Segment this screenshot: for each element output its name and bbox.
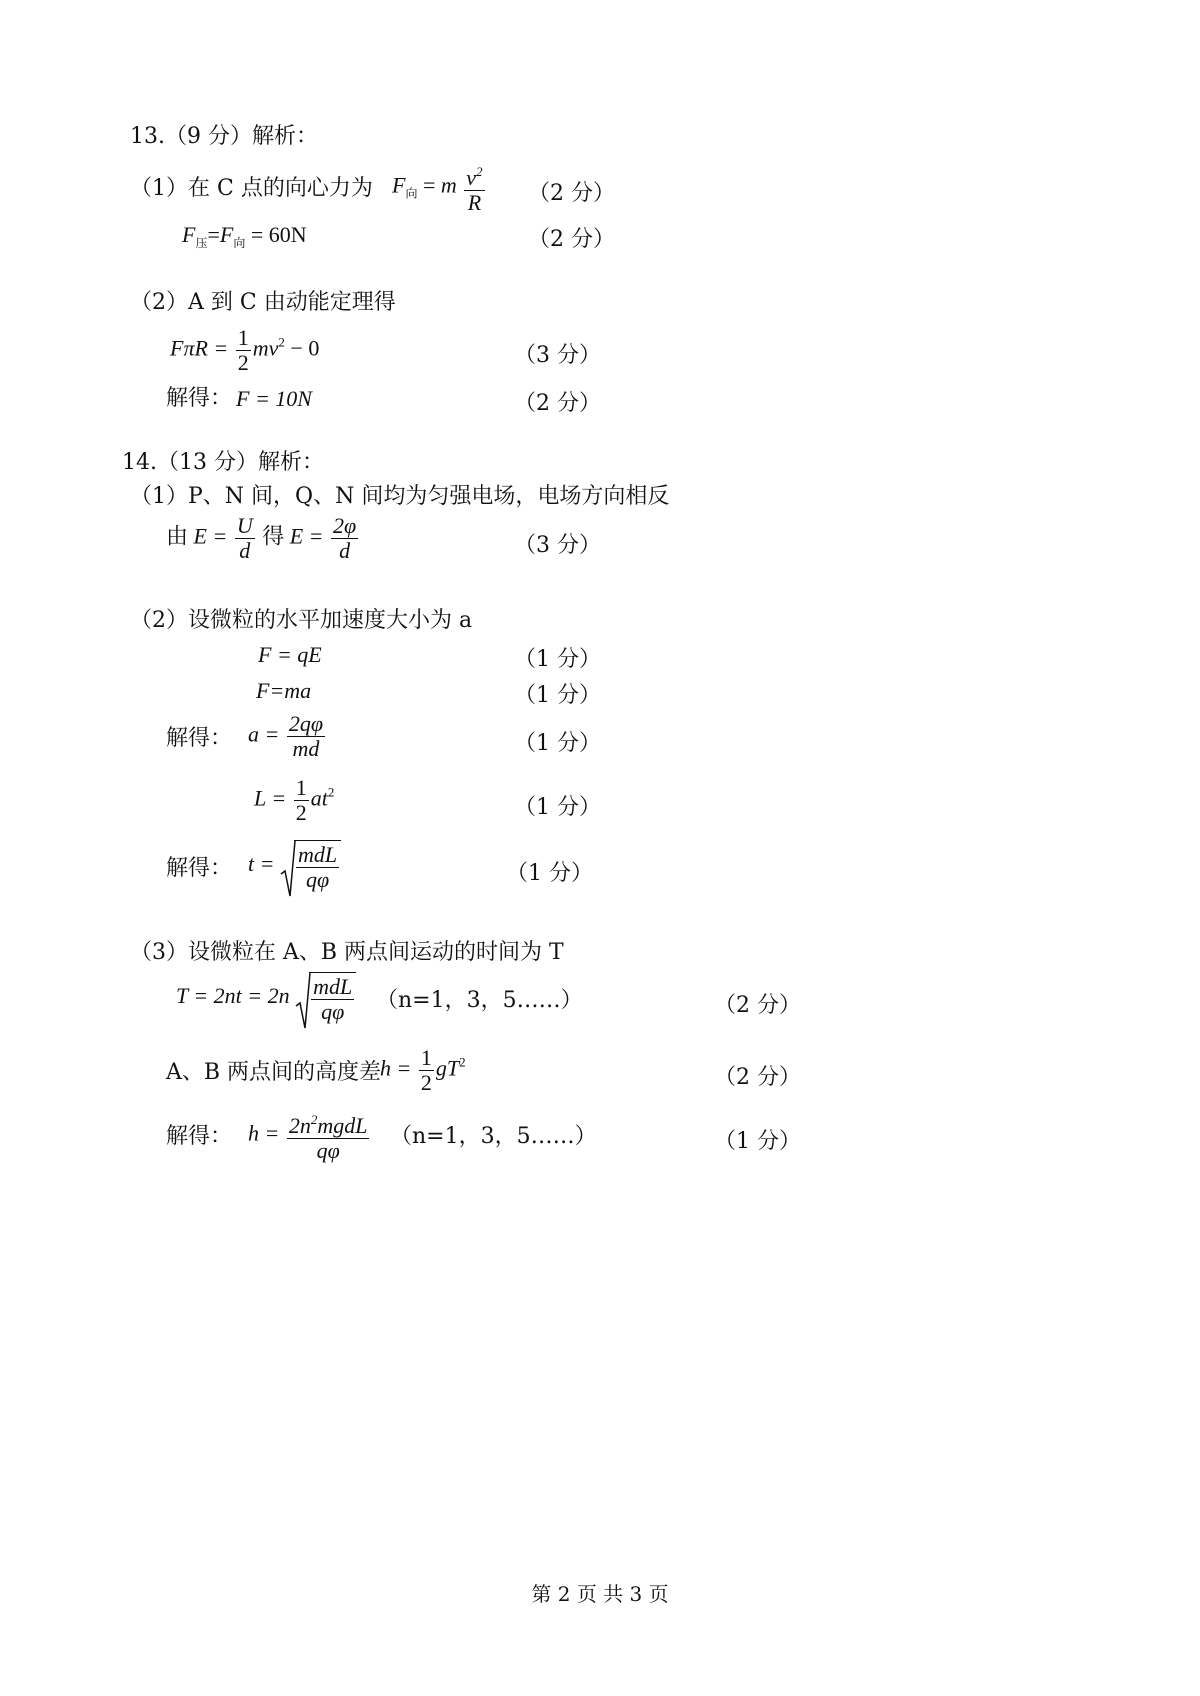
points: （2 分） bbox=[514, 391, 601, 416]
points: （1 分） bbox=[514, 731, 601, 756]
sqrt-sign bbox=[295, 972, 356, 1024]
points: （3 分） bbox=[514, 343, 601, 368]
fraction: $\frac{v^2}{R}$ bbox=[464, 160, 484, 215]
q14-eq3: a = $\frac{2q\varphi}{md}$ bbox=[248, 711, 324, 761]
q14-eq5: t = $\frac{\text{mdL}}{q\varphi}$ bbox=[248, 840, 341, 892]
q13-part2-label: （2）A 到 C 由动能定理得 bbox=[130, 290, 396, 315]
condition: （n=1，3，5……） bbox=[376, 988, 583, 1013]
fraction: $\frac{1}{2}$ bbox=[295, 775, 307, 825]
fraction: $\frac{2\varphi}{d}$ bbox=[333, 513, 357, 563]
q14-header: 14.（13 分）解析： bbox=[122, 450, 324, 475]
q14-part3-label: （3）设微粒在 A、B 两点间运动的时间为 T bbox=[130, 940, 564, 965]
q13-part2-formula: FπR = $\frac{1}{2}$ $mv^2 - 0$ bbox=[170, 325, 320, 375]
solve-label: 解得： bbox=[166, 726, 233, 751]
points: （1 分） bbox=[714, 1129, 801, 1154]
solve-label: 解得： bbox=[166, 1124, 233, 1149]
condition: （n=1，3，5……） bbox=[390, 1124, 597, 1149]
fraction: $\frac{1}{2}$ bbox=[237, 325, 249, 375]
q14-eq6: T = 2nt = 2n $\frac{\text{mdL}}{q\varphi}$ bbox=[176, 972, 356, 1024]
q13-part1-label: （1）在 C 点的向心力为 bbox=[130, 176, 373, 201]
q13-header: 13.（9 分）解析： bbox=[130, 124, 318, 149]
fraction: $\frac{\text{mdL}}{q\varphi}$ bbox=[297, 842, 338, 892]
fraction: $\frac{1}{2}$ bbox=[420, 1045, 432, 1095]
q14-eq1: F = qE bbox=[258, 642, 322, 667]
solve-label: 解得： bbox=[166, 386, 233, 411]
points: （1 分） bbox=[506, 861, 593, 886]
q14-eq2: F=ma bbox=[256, 678, 312, 703]
q13-part2-result: F = 10N bbox=[236, 386, 312, 411]
q14-part2-label: （2）设微粒的水平加速度大小为 a bbox=[130, 608, 473, 633]
points: （1 分） bbox=[514, 795, 601, 820]
sqrt-sign bbox=[280, 840, 341, 892]
q14-eq7: h = $\frac{1}{2}$ $gT^2$ bbox=[380, 1045, 466, 1095]
q13-part1-formula-b: $F_压=F_向 = 60N$ bbox=[182, 222, 307, 250]
fraction: $\frac{2n^2mgdL}{q\varphi}$ bbox=[287, 1108, 370, 1163]
solve-label: 解得： bbox=[166, 856, 233, 881]
q14-part1-label: （1）P、N 间，Q、N 间均为匀强电场，电场方向相反 bbox=[130, 484, 670, 509]
points: （2 分） bbox=[714, 993, 801, 1018]
points: （2 分） bbox=[528, 181, 615, 206]
fraction: $\frac{\text{mdL}}{q\varphi}$ bbox=[313, 974, 353, 1024]
points: （1 分） bbox=[514, 647, 601, 672]
q14-part1-formula: 由 E = $\frac{U}{d}$ 得 E = $\frac{2\varphi}{d}$ bbox=[166, 513, 357, 563]
points: （2 分） bbox=[528, 227, 615, 252]
q13-part1-formula: $F_向 = m$ $\frac{v^2}{R}$ bbox=[392, 160, 487, 215]
points: （3 分） bbox=[514, 533, 601, 558]
fraction: $\frac{2q\varphi}{md}$ bbox=[288, 711, 324, 761]
points: （2 分） bbox=[714, 1065, 801, 1090]
q14-part3-height-label: A、B 两点间的高度差 bbox=[166, 1060, 382, 1085]
points: （1 分） bbox=[514, 683, 601, 708]
q14-eq4: L = $\frac{1}{2}$ $at^2$ bbox=[254, 775, 335, 825]
fraction: $\frac{U}{d}$ bbox=[236, 513, 253, 563]
page-footer: 第 2 页 共 3 页 bbox=[531, 1582, 669, 1606]
q14-eq8: h = $\frac{2n^2mgdL}{q\varphi}$ bbox=[248, 1108, 371, 1163]
